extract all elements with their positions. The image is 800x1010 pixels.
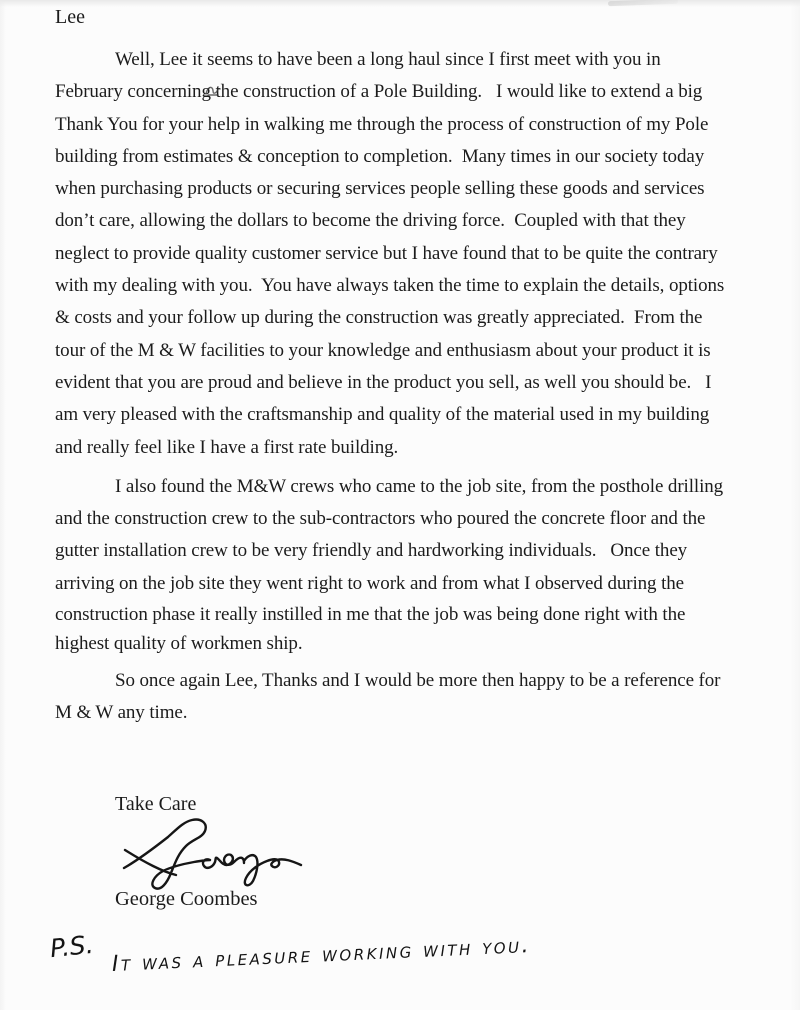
scan-edge-artifact	[608, 0, 678, 6]
body-line: with my dealing with you. You have always taken the time to explain the details, options	[55, 275, 725, 297]
body-line: and really feel like I have a first rate building.	[55, 436, 399, 458]
body-line: gutter installation crew to be very friendly and hardworking individuals. Once they	[55, 540, 688, 562]
body-line: tour of the M & W facilities to your knowledge and enthusiasm about your product it is	[55, 339, 711, 361]
body-line: I also found the M&W crews who came to the job site, from the posthole drilling	[115, 475, 724, 497]
body-line: M & W any time.	[55, 702, 188, 724]
letter-body	[55, 44, 795, 737]
paragraph-1	[55, 44, 795, 464]
body-line: Thank You for your help in walking me through the process of construction of my Pole	[55, 113, 709, 135]
postscript-label: P.S.	[48, 929, 95, 964]
body-line: Well, Lee it seems to have been a long haul since I first meet with you in	[115, 49, 661, 70]
body-line: am very pleased with the craftsmanship and quality of the material used in my building	[55, 404, 710, 426]
body-line: construction phase it really instilled in me that the job was being done right with the	[55, 604, 686, 626]
typed-signature-name: George Coombes	[115, 888, 258, 910]
body-line: arriving on the job site they went right to work and from what I observed during the	[55, 572, 685, 594]
body-line: So once again Lee, Thanks and I would be more then happy to be a reference for	[115, 670, 721, 692]
valediction: Take Care	[115, 793, 197, 815]
paragraph-2	[55, 471, 795, 658]
postscript-text: It was a pleasure working with you.	[111, 932, 532, 977]
body-line: when purchasing products or securing services people selling these goods and services	[55, 178, 705, 200]
body-line: building from estimates & conception to completion. Many times in our society today	[55, 145, 705, 167]
body-line: February concerning the construction of a Pole Building. I would like to extend a big	[55, 81, 703, 103]
body-line: highest quality of workmen ship.	[55, 633, 303, 655]
salutation: Lee	[55, 6, 85, 28]
body-line: evident that you are proud and believe in the product you sell, as well you should be. I	[55, 371, 712, 393]
body-line: don’t care, allowing the dollars to become the driving force. Coupled with that they	[55, 210, 686, 232]
body-line: and the construction crew to the sub-contractors who poured the concrete floor and the	[55, 508, 706, 530]
body-line: neglect to provide quality customer service but I have found that to be quite the contrary	[55, 242, 718, 264]
body-line: & costs and your follow up during the construction was greatly appreciated. From the	[55, 307, 703, 329]
paragraph-3	[55, 665, 795, 730]
